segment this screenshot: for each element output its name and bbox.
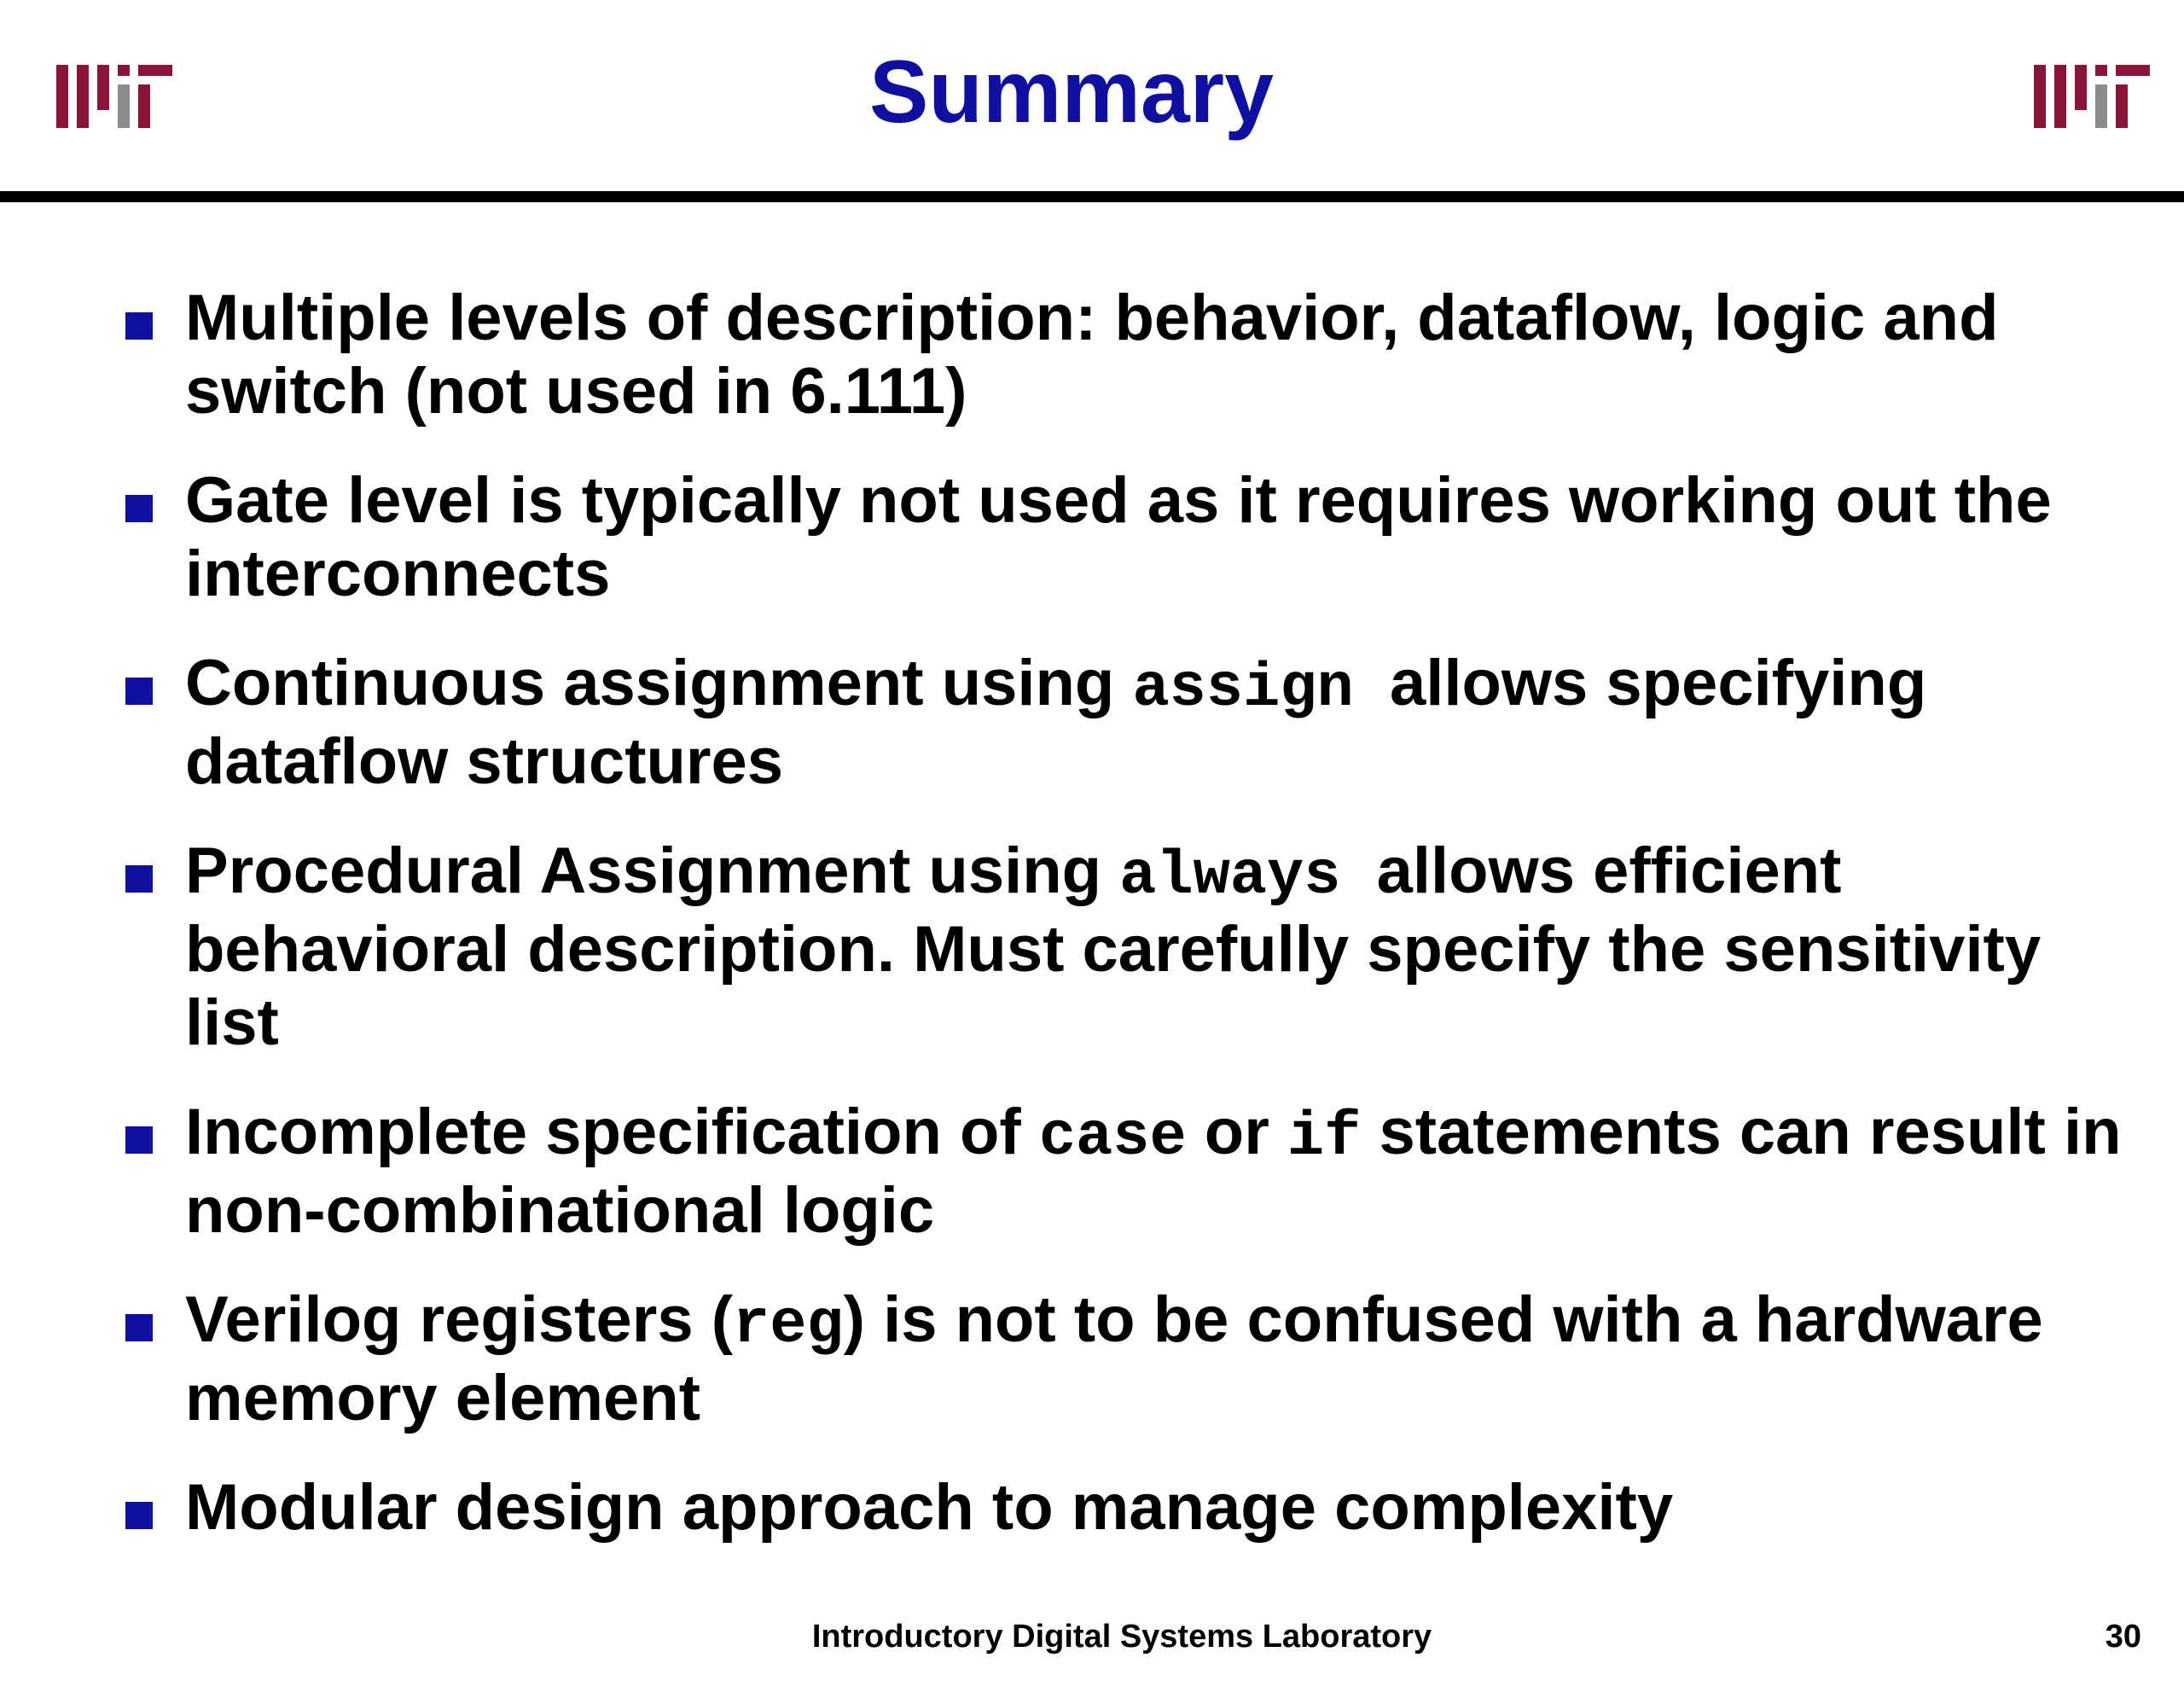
bullet-text: Multiple levels of description: behavior, dataflow, logic and switch (not used in 6.111)	[185, 282, 2017, 428]
bullet-text: Incomplete specification of	[185, 1096, 1039, 1168]
bullet-item	[0, 1096, 2184, 1248]
bullet-text: Modular design approach to manage complexity	[185, 1471, 1674, 1544]
bullet-item	[0, 1471, 2184, 1544]
bullet-item	[0, 1283, 2184, 1435]
bullet-text: Continuous assignment using	[185, 647, 1133, 719]
code-keyword: if	[1287, 1102, 1362, 1172]
bullet-item	[0, 464, 2184, 611]
code-keyword: case	[1038, 1102, 1187, 1172]
bullet-text: Verilog registers (	[185, 1283, 734, 1356]
code-keyword: reg	[733, 1290, 844, 1360]
bullet-square-icon	[125, 1314, 153, 1341]
code-keyword: always	[1119, 841, 1341, 911]
bullet-item	[0, 835, 2184, 1060]
bullet-text: Procedural Assignment using	[185, 835, 1120, 907]
footer-text: Introductory Digital Systems Laboratory	[811, 1619, 1432, 1655]
bullet-text: allows specifying dataflow structures	[185, 647, 1945, 798]
bullet-square-icon	[125, 1126, 153, 1154]
bullet-item	[0, 647, 2184, 799]
code-keyword: assign	[1132, 654, 1354, 724]
bullet-square-icon	[125, 495, 153, 522]
bullet-square-icon	[125, 312, 153, 340]
bullet-text: ) is not to be confused with a hardware memory element	[185, 1283, 2061, 1434]
page-title: Summary	[869, 43, 1274, 142]
bullet-text: allows efficient behavioral description. Must carefully specify the sensitivity list	[185, 835, 2059, 1059]
bullet-text: or	[1186, 1096, 1287, 1168]
bullet-list	[0, 282, 2184, 1580]
bullet-square-icon	[125, 678, 153, 705]
mit-logo-icon	[2034, 65, 2150, 128]
bullet-item	[0, 282, 2184, 428]
bullet-text: Gate level is typically not used as it requires working out the interconnects	[185, 464, 2070, 610]
header-divider	[0, 191, 2184, 202]
page-number: 30	[2105, 1619, 2141, 1655]
bullet-square-icon	[125, 1502, 153, 1529]
bullet-text: statements can result in non-combinational logic	[185, 1096, 2140, 1247]
bullet-square-icon	[125, 865, 153, 893]
